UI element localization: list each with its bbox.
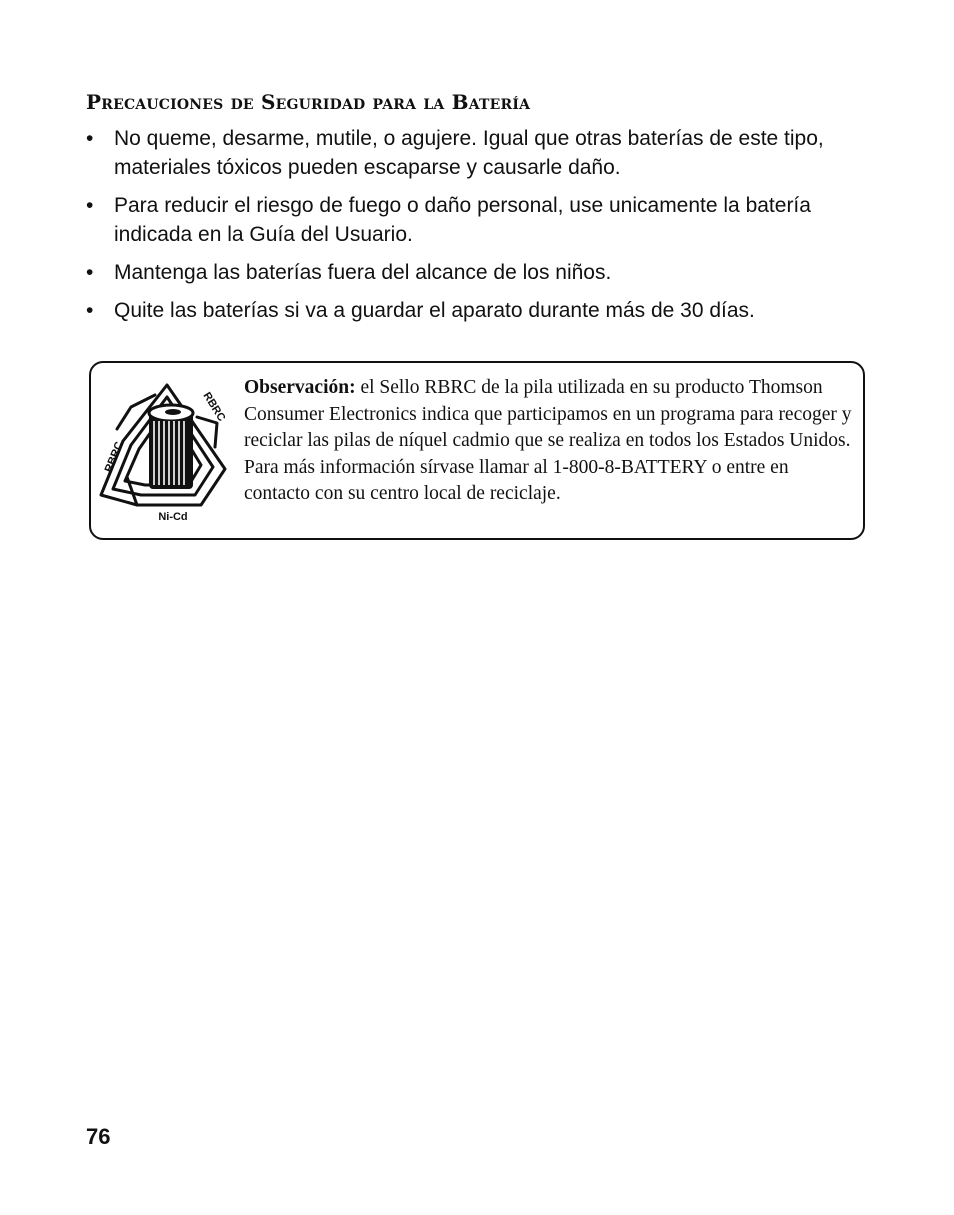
list-item-text: Mantenga las baterías fuera del alcance de los niños.	[114, 261, 612, 284]
battery-icon	[149, 405, 193, 489]
bullet-icon: •	[86, 299, 94, 322]
seal-left-text: RBRC	[102, 440, 126, 475]
list-item	[86, 124, 876, 182]
seal-bottom-text: Ni-Cd	[158, 511, 188, 523]
list-item	[86, 258, 876, 287]
note-box	[89, 361, 865, 540]
note-body: el Sello RBRC de la pila utilizada en su producto Thomson Consumer Electronics indica que participamos en un programa para recoger y reciclar las pilas de níquel cadmio que se realiza en todos los Estados Unidos. Para más información sírvase llamar al 1-800-8-BATTERY o entre en contacto con su centro local de reciclaje.	[244, 377, 852, 504]
seal-right-text: RBRC	[200, 390, 228, 424]
section-title: Precauciones de Seguridad para la Batería	[86, 90, 531, 114]
rbrc-recycle-seal-icon	[97, 377, 229, 525]
page-number: 76	[86, 1124, 111, 1149]
bullet-icon: •	[86, 194, 94, 217]
list-item-text: Para reducir el riesgo de fuego o daño personal, use unicamente la batería indicada en la Guía del Usuario.	[114, 194, 811, 246]
bullet-icon: •	[86, 127, 94, 150]
list-item-text: No queme, desarme, mutile, o agujere. Igual que otras baterías de este tipo, materiales tóxicos pueden escaparse y causarle daño.	[114, 127, 824, 179]
bullet-icon: •	[86, 261, 94, 284]
note-label: Observación:	[244, 377, 356, 398]
list-item-text: Quite las baterías si va a guardar el aparato durante más de 30 días.	[114, 299, 755, 322]
list-item	[86, 191, 876, 249]
list-item	[86, 296, 876, 325]
note-text	[244, 375, 852, 508]
bullet-list	[86, 124, 876, 334]
